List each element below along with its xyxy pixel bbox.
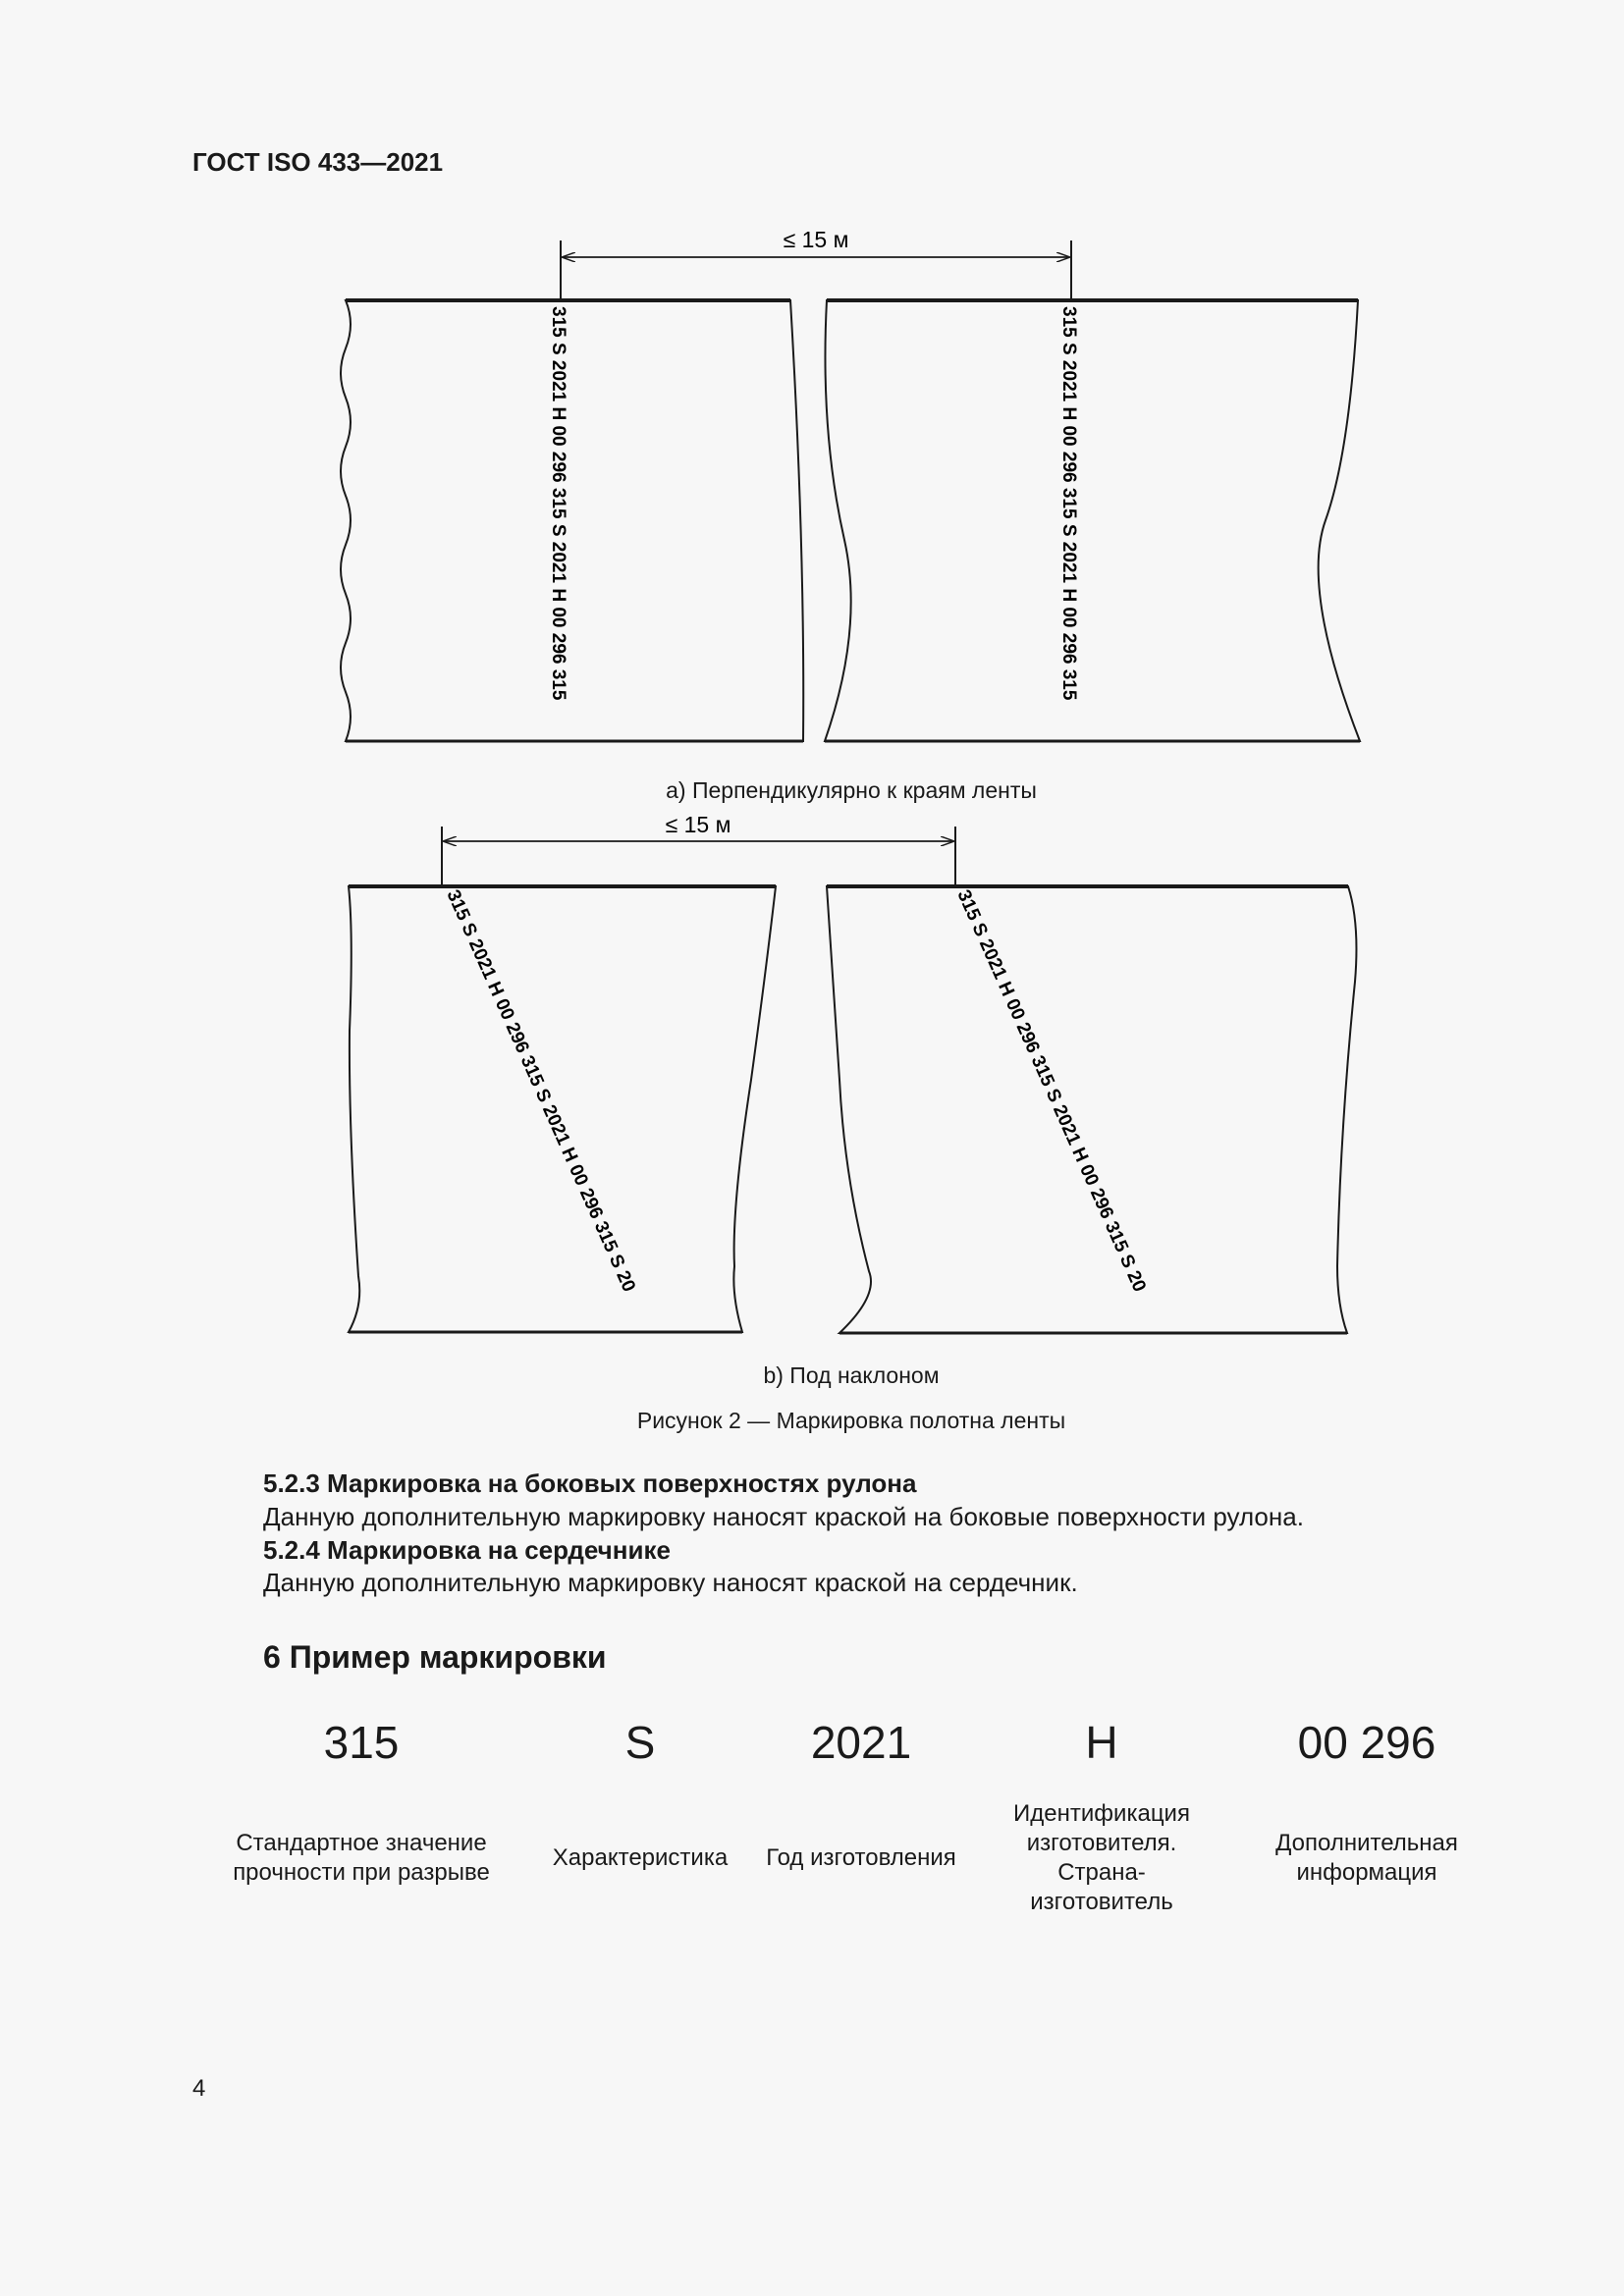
document-header: ГОСТ ISO 433—2021 [192, 147, 444, 177]
example-label-manufacturer: Идентификация изготовителя. Страна-изготовитель [1013, 1800, 1190, 1915]
belt-piece-b-left [349, 886, 776, 1332]
example-value-additional: 00 296 [1297, 1717, 1436, 1768]
marking-vertical-right: 315 S 2021 H 00 296 315 S 2021 H 00 296 315 [1058, 306, 1079, 701]
panel-b [349, 812, 1356, 1333]
marking-vertical-left: 315 S 2021 H 00 296 315 S 2021 H 00 296 315 [548, 306, 568, 701]
figure-title: Рисунок 2 — Маркировка полотна ленты [636, 1408, 1066, 1433]
example-value-characteristic: S [624, 1717, 656, 1768]
belt-piece-a-left [341, 300, 803, 741]
section-523-heading: 5.2.3 Маркировка на боковых поверхностях рулона [263, 1468, 917, 1498]
page-number: 4 [192, 2075, 206, 2102]
example-value-manufacturer: H [1085, 1717, 1118, 1768]
example-label-year: Год изготовления [766, 1844, 956, 1871]
example-label-characteristic: Характеристика [552, 1844, 729, 1871]
belt-piece-b-right [827, 886, 1356, 1333]
section-6-heading: 6 Пример маркировки [263, 1639, 607, 1675]
marking-diagonal-left: 315 S 2021 H 00 296 315 S 2021 H 00 296 315 S 20 [442, 886, 639, 1296]
section-524-text: Данную дополнительную маркировку наносят краской на сердечник. [263, 1568, 1078, 1597]
section-524-heading: 5.2.4 Маркировка на сердечнике [263, 1535, 671, 1565]
example-label-strength: Стандартное значение прочности при разрыве [233, 1830, 490, 1886]
example-value-strength: 315 [323, 1717, 400, 1768]
dim-label-a: ≤ 15 м [783, 227, 849, 252]
caption-b: b) Под наклоном [763, 1362, 940, 1388]
example-label-additional: Дополнительная информация [1275, 1830, 1458, 1886]
caption-a: a) Перпендикулярно к краям ленты [666, 777, 1037, 803]
dim-label-b: ≤ 15 м [665, 812, 731, 837]
panel-a [341, 227, 1360, 741]
belt-piece-a-right [825, 300, 1360, 741]
section-523-text: Данную дополнительную маркировку наносят краской на боковые поверхности рулона. [263, 1502, 1304, 1531]
marking-diagonal-right: 315 S 2021 H 00 296 315 S 2021 H 00 296 315 S 20 [952, 886, 1150, 1296]
example-value-year: 2021 [810, 1717, 912, 1768]
